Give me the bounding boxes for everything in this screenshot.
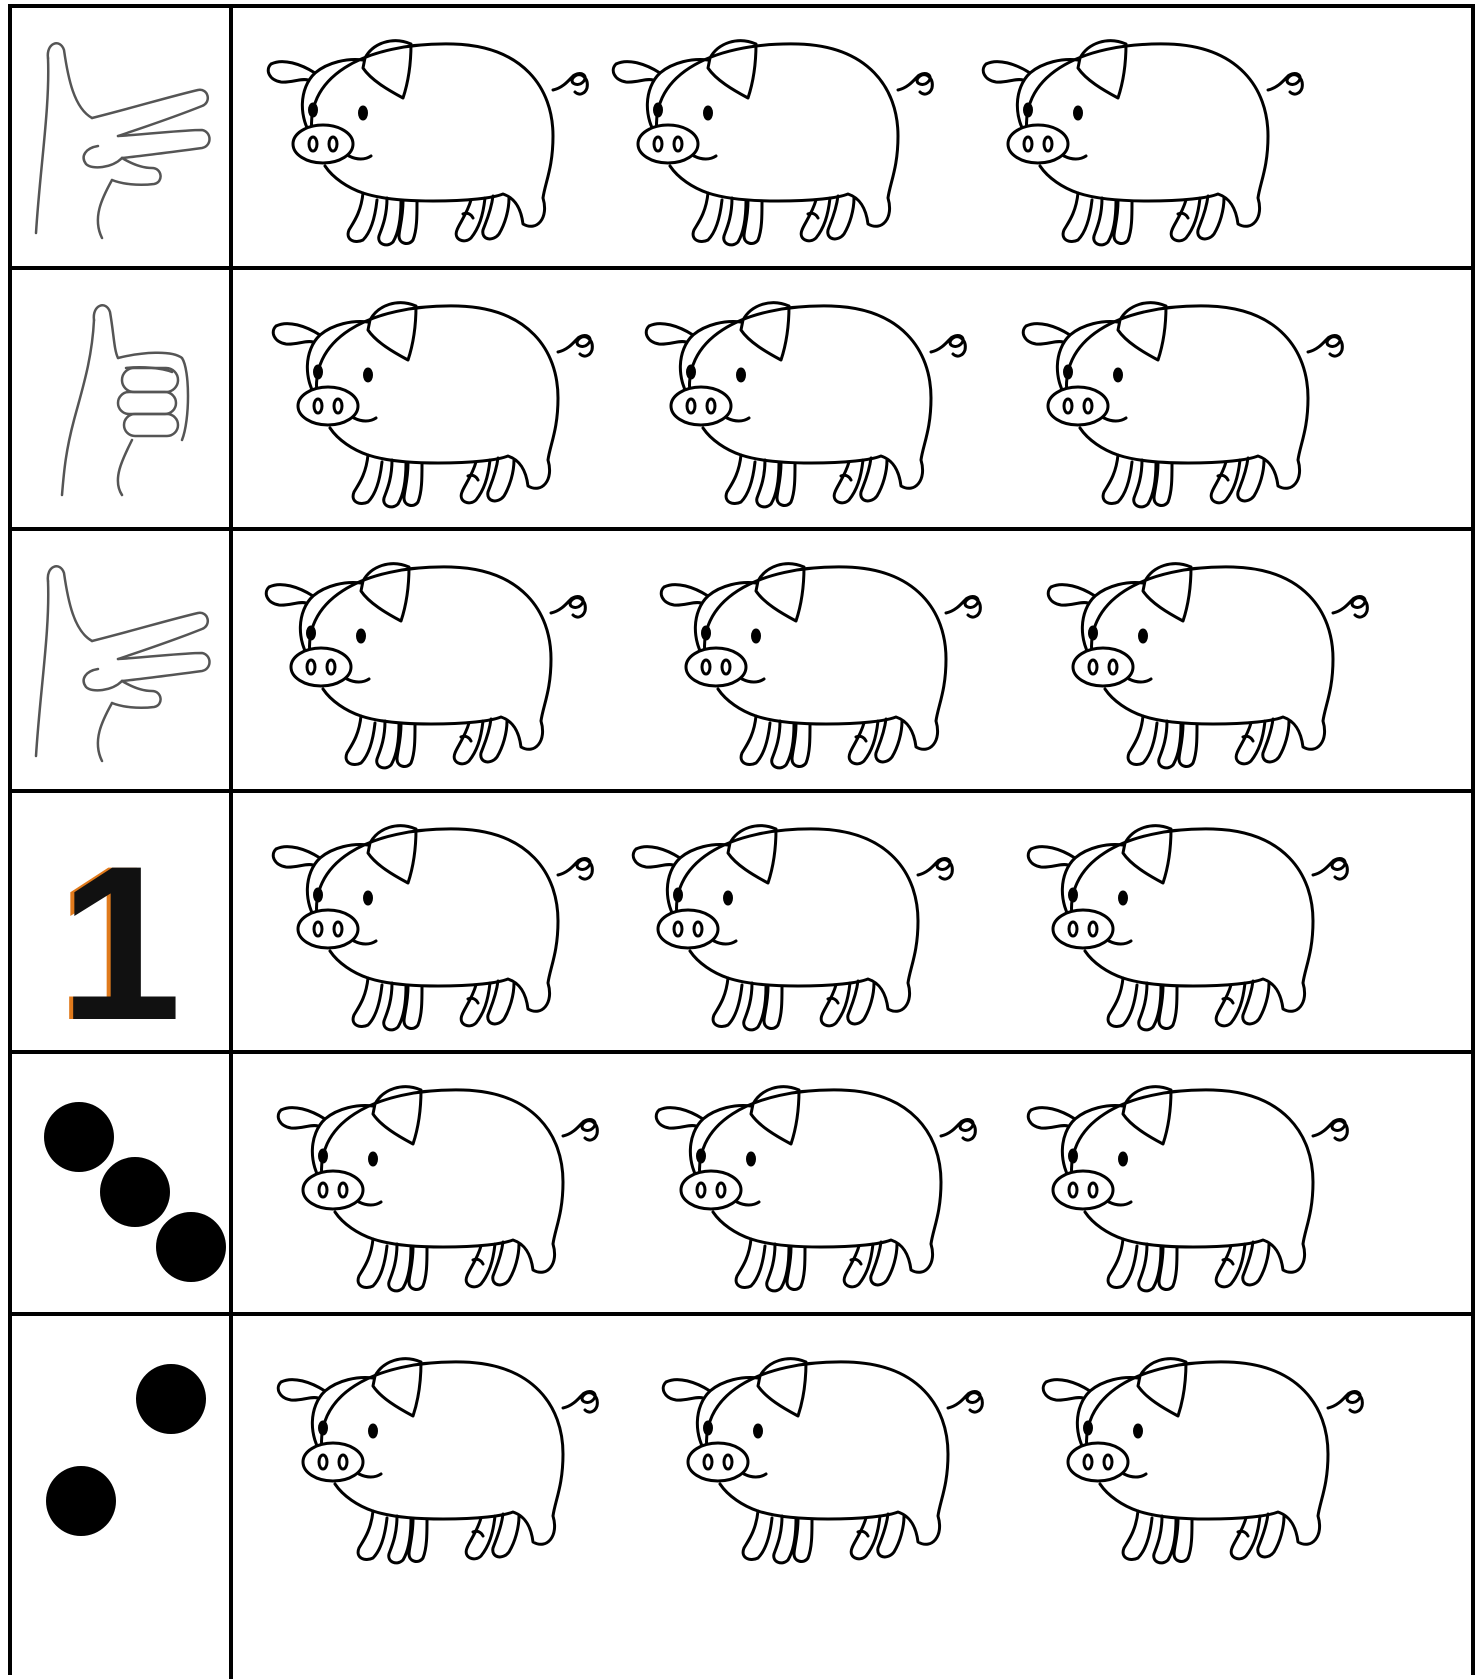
pig-group: [233, 531, 1471, 789]
hand-thumb-up-icon: [22, 280, 222, 510]
number-cue-cell: [12, 1054, 233, 1312]
worksheet-row: [12, 531, 1471, 793]
hand-two-fingers-sideways-icon: [22, 18, 222, 248]
pig-outline-icon: [253, 18, 593, 258]
pig-outline-icon: [251, 541, 591, 781]
dot-icon: [44, 1102, 114, 1172]
dot-icon: [100, 1157, 170, 1227]
pig-outline-icon: [641, 1064, 981, 1304]
number-cue-cell: [12, 1316, 233, 1679]
worksheet-row: [12, 270, 1471, 531]
counting-worksheet: [8, 4, 1475, 1675]
number-cue-cell: [12, 8, 233, 266]
worksheet-row: [12, 8, 1471, 270]
pig-group: [233, 1316, 1471, 1679]
worksheet-row: [12, 793, 1471, 1054]
pig-outline-icon: [263, 1064, 603, 1304]
dot-icon: [156, 1212, 226, 1282]
pig-group: [233, 1054, 1471, 1312]
pig-outline-icon: [968, 18, 1308, 258]
numeral-one: 1: [59, 820, 182, 1050]
pig-outline-icon: [1008, 280, 1348, 520]
number-cue-cell: [12, 531, 233, 789]
hand-two-fingers-sideways-icon: [22, 541, 222, 771]
pig-group: [233, 8, 1471, 266]
dot-icon: [136, 1364, 206, 1434]
dot-icon: [46, 1466, 116, 1536]
pig-outline-icon: [598, 18, 938, 258]
pig-outline-icon: [618, 803, 958, 1043]
pig-outline-icon: [646, 541, 986, 781]
pig-group: [233, 793, 1471, 1050]
pig-outline-icon: [263, 1336, 603, 1576]
pig-outline-icon: [1013, 1064, 1353, 1304]
pig-outline-icon: [648, 1336, 988, 1576]
worksheet-row: [12, 1054, 1471, 1316]
pig-outline-icon: [631, 280, 971, 520]
pig-group: [233, 270, 1471, 527]
number-cue-cell: [12, 793, 233, 1050]
worksheet-row: [12, 1316, 1471, 1679]
pig-outline-icon: [258, 803, 598, 1043]
pig-outline-icon: [1028, 1336, 1368, 1576]
number-cue-cell: [12, 270, 233, 527]
pig-outline-icon: [258, 280, 598, 520]
pig-outline-icon: [1013, 803, 1353, 1043]
pig-outline-icon: [1033, 541, 1373, 781]
